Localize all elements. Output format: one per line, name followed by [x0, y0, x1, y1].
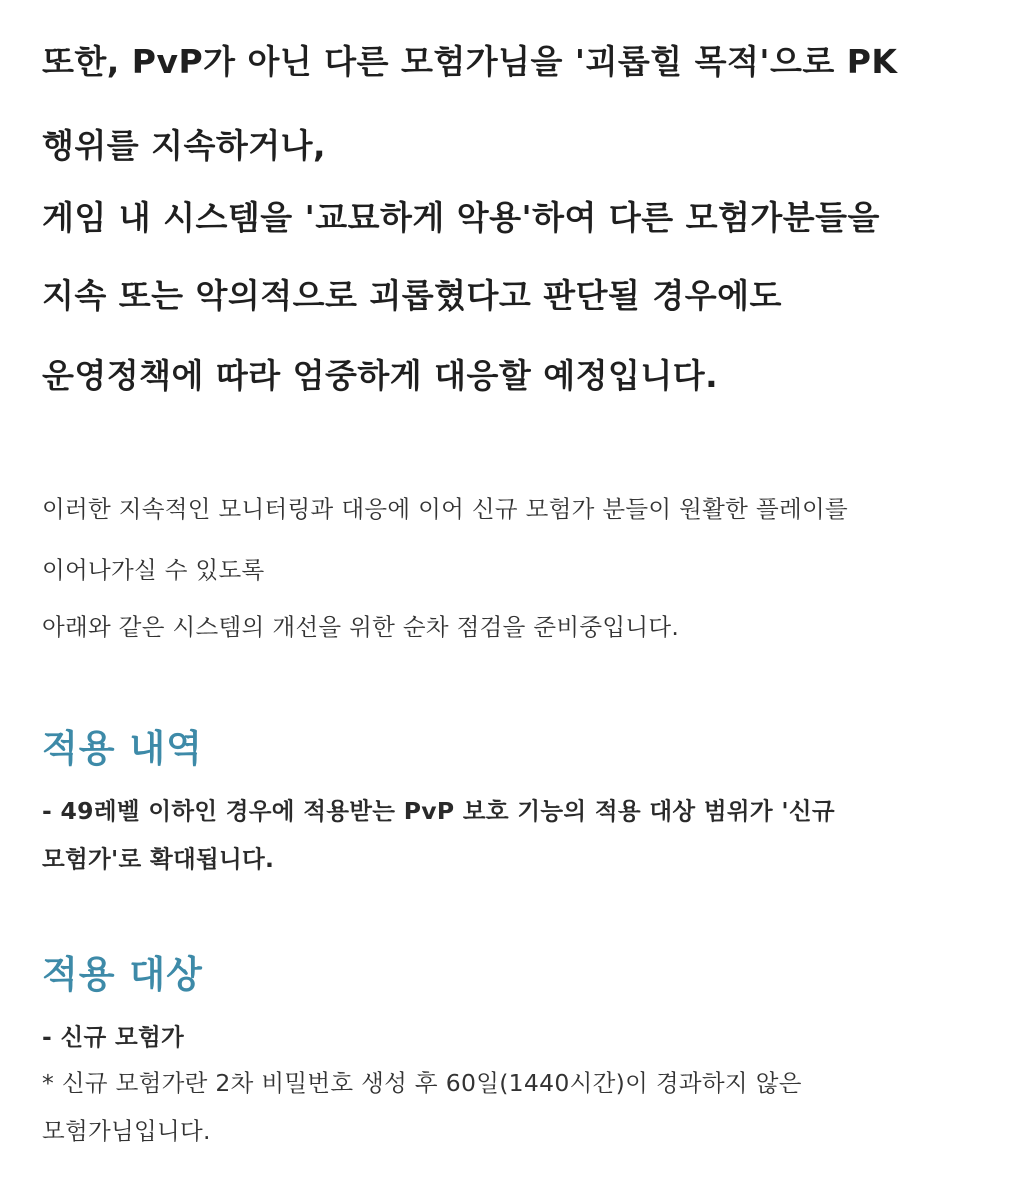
intro-line-5: 운영정책에 따라 엄중하게 대응할 예정입니다.	[42, 356, 719, 395]
intro-line-4: 지속 또는 악의적으로 괴롭혔다고 판단될 경우에도	[42, 276, 782, 315]
notice-line-2: 이어나가실 수 있도록	[42, 556, 265, 584]
section-target-item: - 신규 모험가	[42, 1023, 185, 1051]
section-target-title: 적용 대상	[42, 953, 203, 996]
intro-line-1: 또한, PvP가 아닌 다른 모험가님을 '괴롭힐 목적'으로 PK	[42, 42, 898, 81]
section-applied-title: 적용 내역	[42, 727, 203, 770]
notice-line-3: 아래와 같은 시스템의 개선을 위한 순차 점검을 준비중입니다.	[42, 613, 680, 641]
intro-line-3: 게임 내 시스템을 '교묘하게 악용'하여 다른 모험가분들을	[42, 198, 880, 237]
notice-line-1: 이러한 지속적인 모니터링과 대응에 이어 신규 모험가 분들이 원활한 플레이를	[42, 495, 848, 523]
section-target-note-line-1: * 신규 모험가란 2차 비밀번호 생성 후 60일(1440시간)이 경과하지 않은	[42, 1069, 802, 1097]
intro-line-2: 행위를 지속하거나,	[42, 126, 327, 165]
section-target-note-line-2: 모험가님입니다.	[42, 1117, 211, 1145]
section-applied-item-line-2: 모험가'로 확대됩니다.	[42, 845, 275, 873]
section-applied-item-line-1: - 49레벨 이하인 경우에 적용받는 PvP 보호 기능의 적용 대상 범위가 '신규	[42, 797, 835, 825]
